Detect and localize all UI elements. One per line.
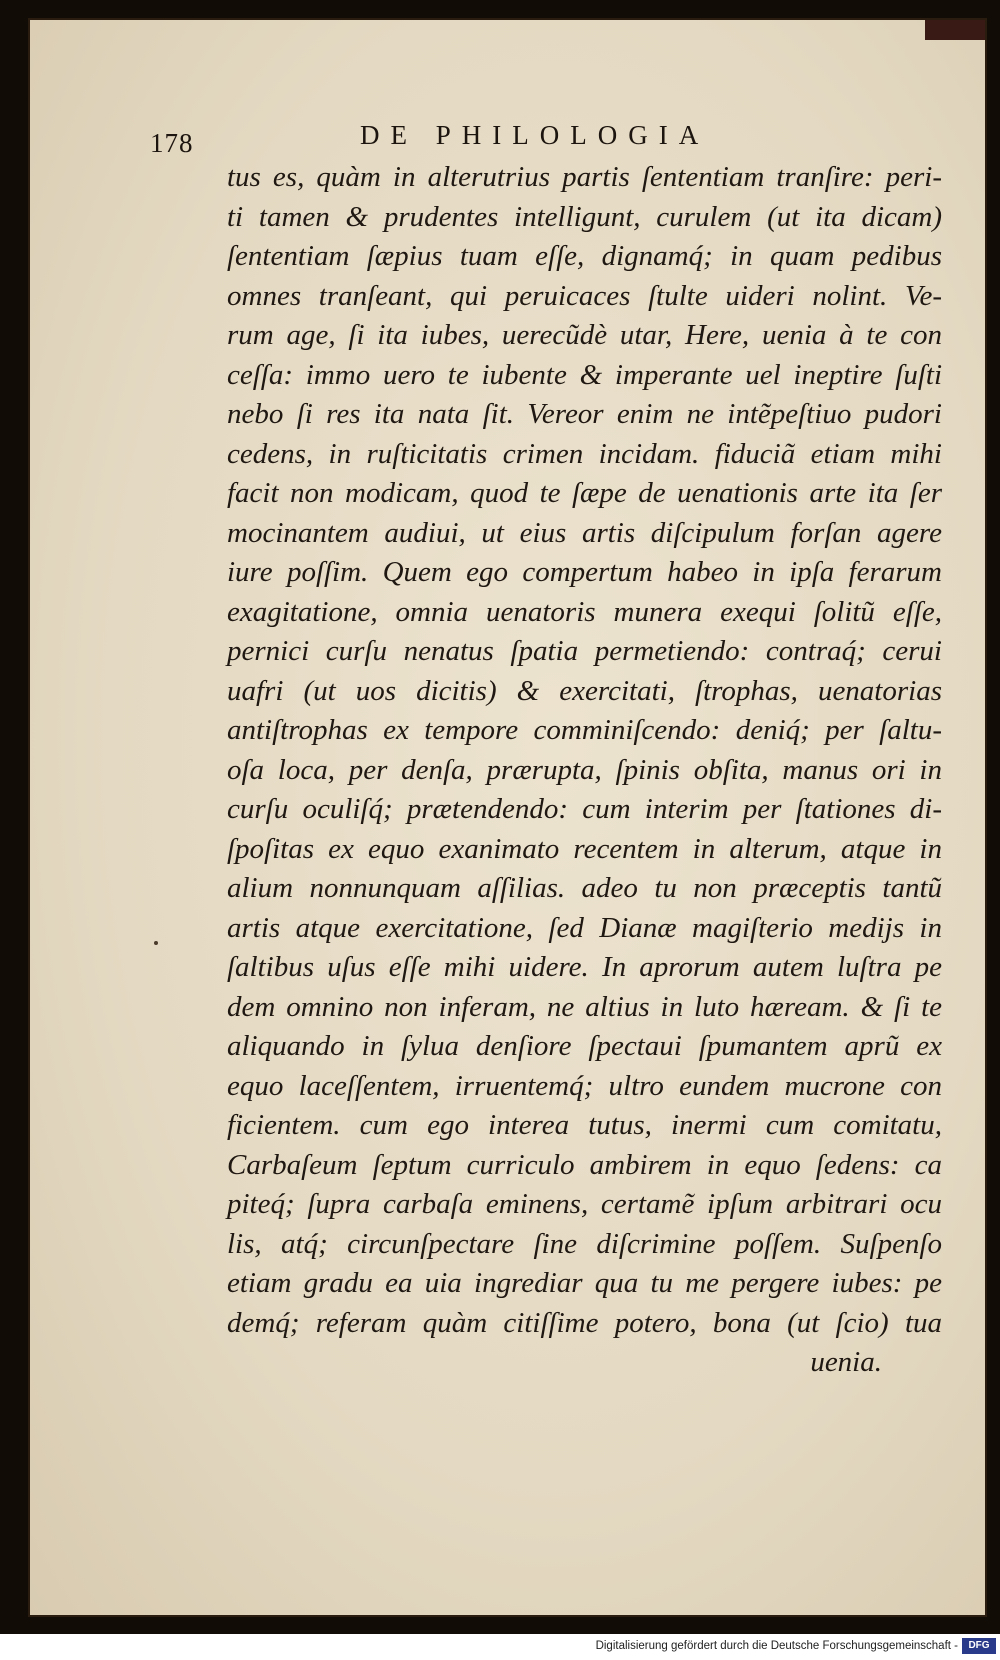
text-line: pernici curſu nenatus ſpatia permetiendo: contraq́; cerui (227, 635, 942, 667)
text-line: artis atque exercitatione, ſed Dianæ magiſterio medijs in (227, 911, 942, 944)
page-number: 178 (150, 128, 194, 158)
text-line: etiam gradu ea uia ingrediar qua tu me pergere iubes: pe (227, 1267, 942, 1299)
text-line: ſpoſitas ex equo exanimato recentem in alterum, atque in (227, 832, 942, 865)
text-line: ti tamen & prudentes intelligunt, curulem (ut ita dicam) (227, 200, 942, 233)
text-line: dem omnino non inferam, ne altius in luto hæream. & ſi te (227, 990, 942, 1023)
funding-credit: Digitalisierung gefördert durch die Deutsche Forschungsgemeinschaft - (595, 1640, 958, 1652)
text-line: facit non modicam, quod te ſæpe de uenationis arte ita ſer (227, 477, 942, 509)
text-line: piteq́; ſupra carbaſa eminens, certamẽ ipſum arbitrari ocu (227, 1188, 942, 1220)
text-line: lis, atq́; circunſpectare ſine diſcrimine poſſem. Suſpenſo (227, 1227, 942, 1260)
text-line: curſu oculiſq́; prætendendo: cum interim per ſtationes di- (227, 793, 942, 825)
text-line: ſententiam ſæpius tuam eſſe, dignamq́; in quam pedibus (227, 240, 942, 272)
text-line: antiſtrophas ex tempore comminiſcendo: deniq́; per ſaltu- (227, 714, 942, 746)
footer-bar (0, 1634, 1000, 1660)
book-page (30, 20, 985, 1615)
text-line: demq́; referam quàm citiſſime potero, bona (ut ſcio) tua (227, 1306, 942, 1339)
body-text (227, 158, 942, 1383)
text-line: ficientem. cum ego interea tutus, inermi cum comitatu, (227, 1109, 942, 1141)
text-line: cedens, in ruſticitatis crimen incidam. fiduciã etiam mihi (227, 437, 942, 470)
text-line-final: uenia. (810, 1346, 882, 1378)
text-line: equo laceſſentem, irruentemq́; ultro eundem mucrone con (227, 1069, 942, 1102)
ink-spot (154, 941, 158, 945)
text-line: exagitatione, omnia uenatoris munera exequi ſolitũ eſſe, (227, 595, 942, 628)
text-line: oſa loca, per denſa, prærupta, ſpinis obſita, manus ori in (227, 753, 942, 786)
text-line: mocinantem audiui, ut eius artis diſcipulum forſan agere (227, 516, 942, 549)
text-line: Carbaſeum ſeptum curriculo ambirem in equo ſedens: ca (227, 1148, 942, 1181)
text-line: nebo ſi res ita nata ſit. Vereor enim ne intẽpeſtiuo pudori (227, 398, 942, 430)
text-line: aliquando in ſylua denſiore ſpectaui ſpumantem aprũ ex (227, 1030, 942, 1062)
text-line: alium nonnunquam aſſilias. adeo tu non præceptis tantũ (227, 872, 942, 904)
page-header-title: DE PHILOLOGIA (360, 120, 710, 150)
text-line: ſaltibus uſus eſſe mihi uidere. In aprorum autem luſtra pe (227, 951, 942, 983)
text-line: uafri (ut uos dicitis) & exercitati, ſtrophas, uenatorias (227, 674, 942, 707)
text-line: tus es, quàm in alterutrius partis ſententiam tranſire: peri- (227, 161, 942, 193)
dfg-logo: DFG (962, 1638, 996, 1654)
text-line: rum age, ſi ita iubes, uerecũdè utar, Here, uenia à te con (227, 319, 942, 351)
page-corner-tab (925, 20, 985, 40)
text-line: iure poſſim. Quem ego compertum habeo in ipſa ferarum (227, 556, 942, 588)
running-head (30, 116, 985, 156)
text-line: ceſſa: immo uero te iubente & imperante uel ineptire ſuſti (227, 358, 942, 391)
text-line: omnes tranſeant, qui peruicaces ſtulte uideri nolint. Ve- (227, 279, 942, 312)
